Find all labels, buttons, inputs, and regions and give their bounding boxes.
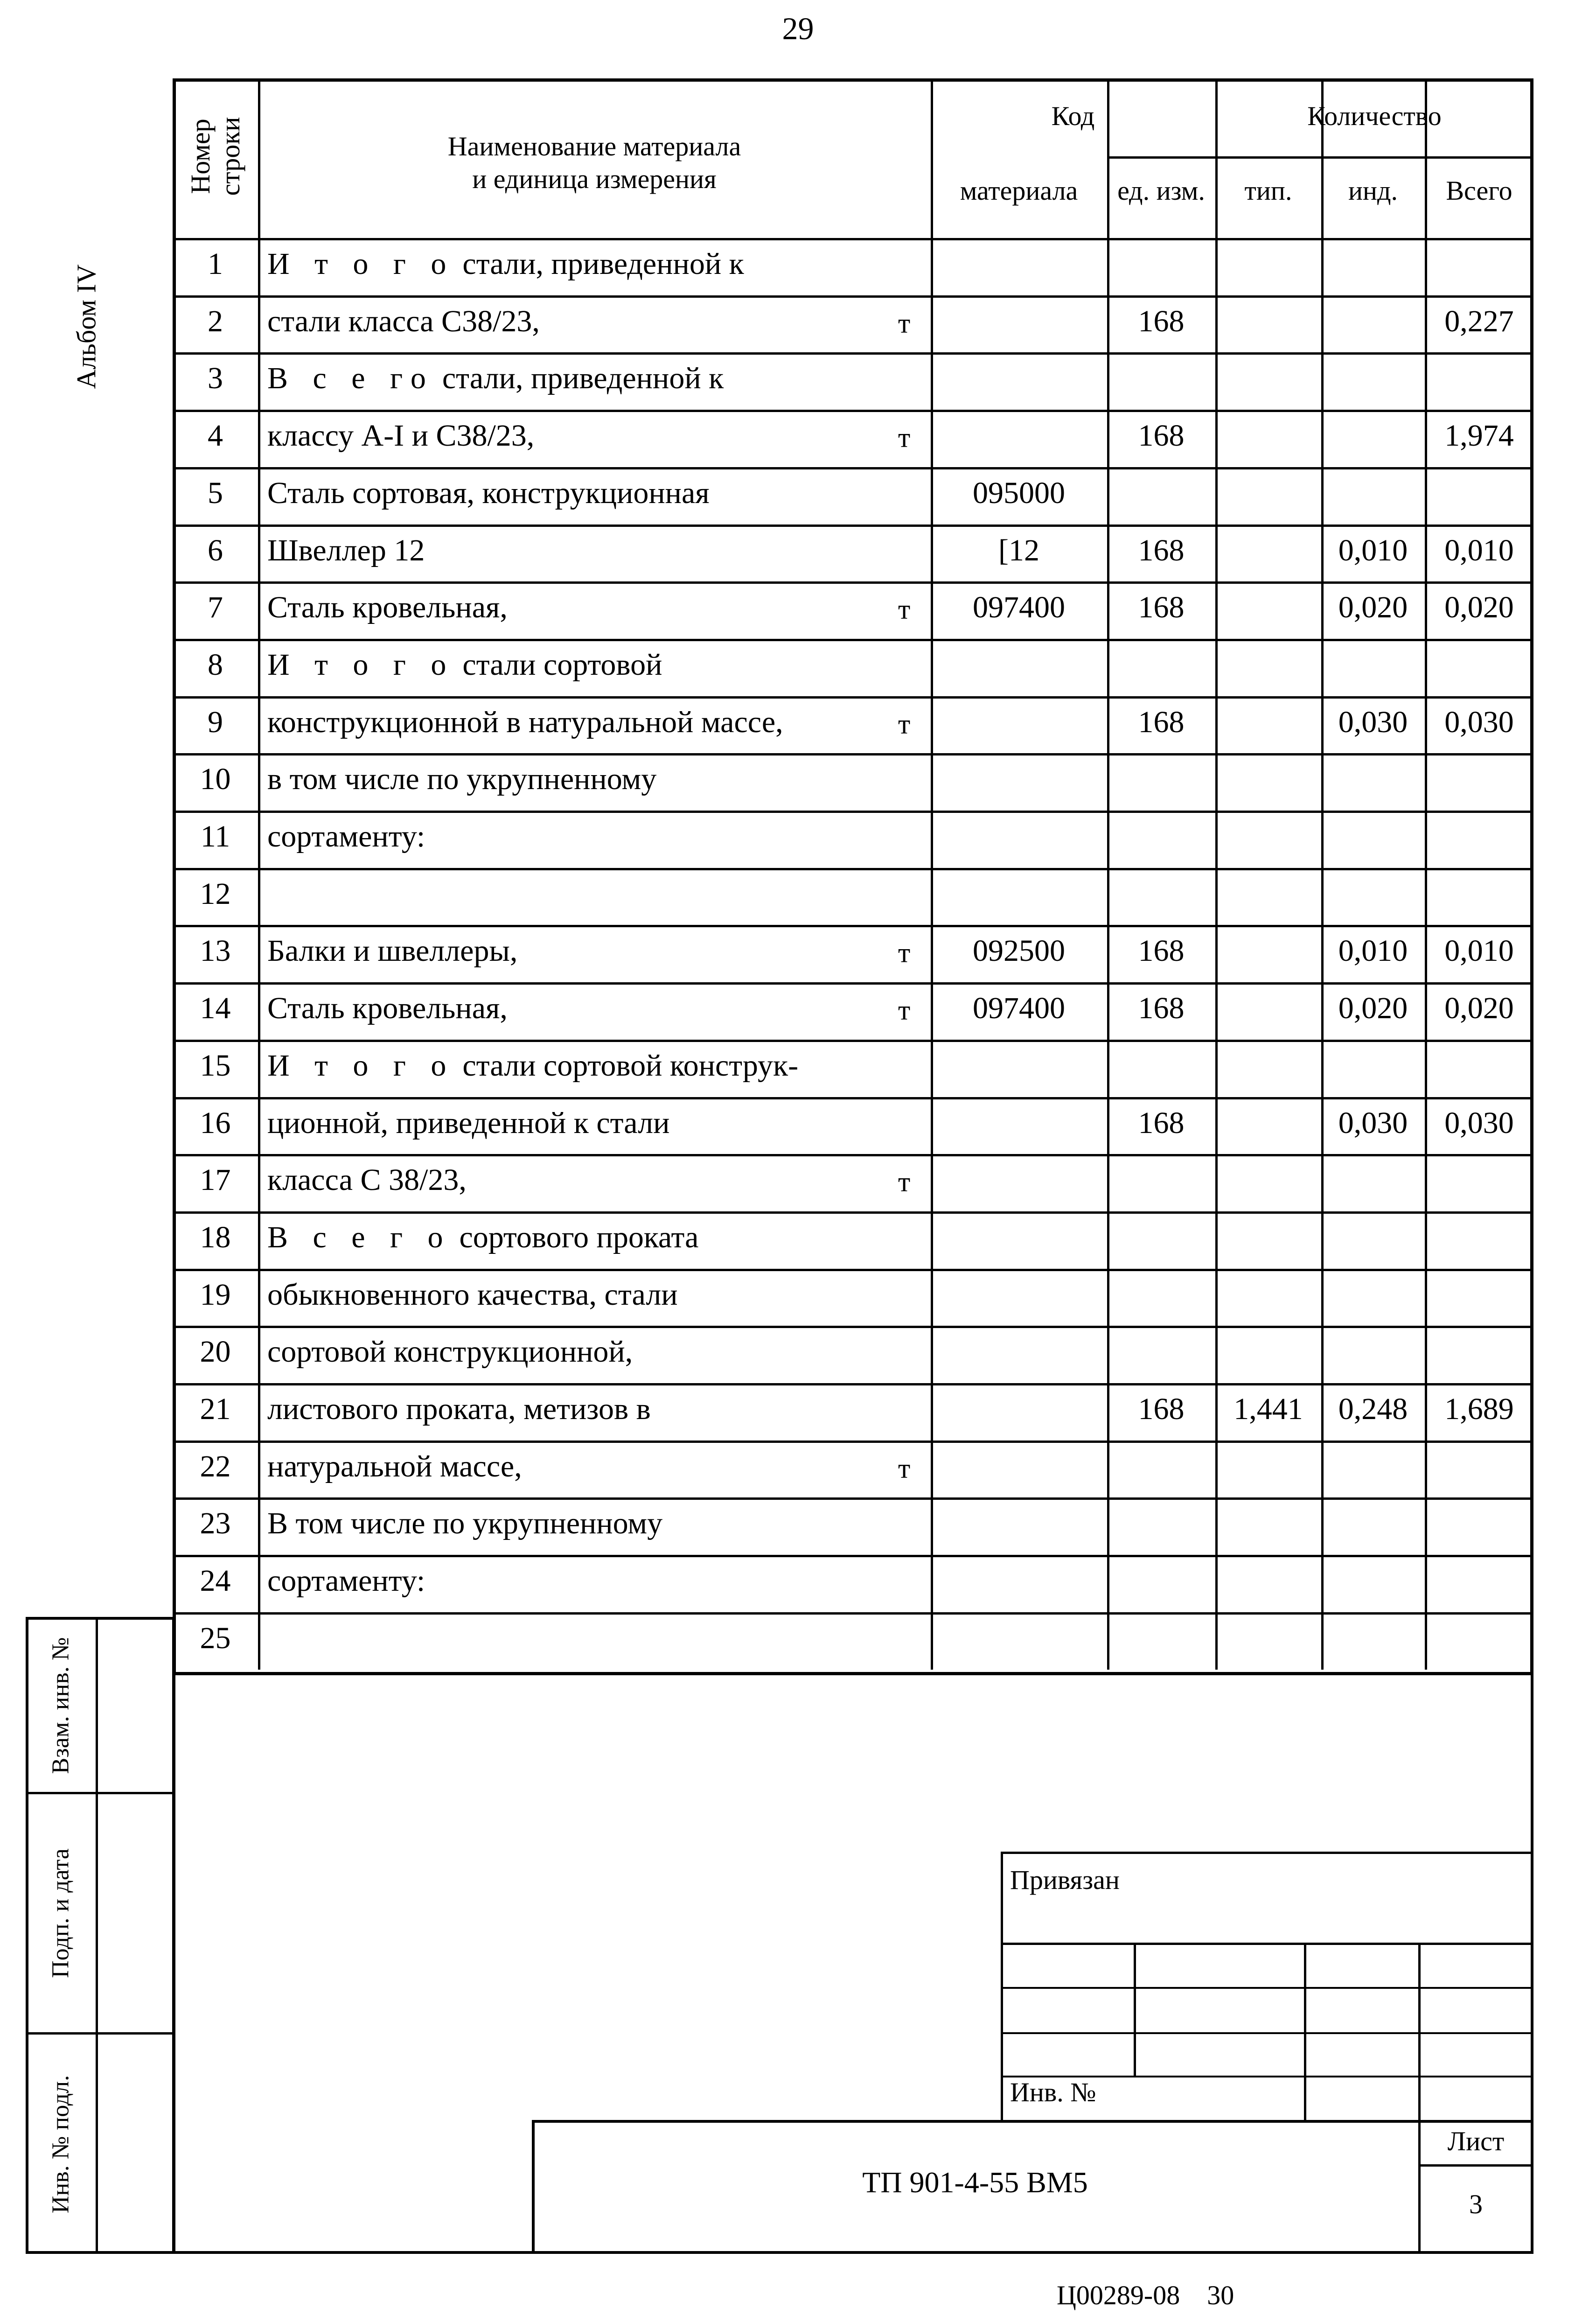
row-number: 17 bbox=[200, 1163, 231, 1197]
row-qty-ind: 0,010 bbox=[1338, 934, 1408, 968]
row-qty-ind: 0,010 bbox=[1338, 533, 1408, 567]
tb-line bbox=[1001, 1987, 1533, 1989]
row-material-code: [12 bbox=[998, 533, 1039, 567]
row-qty-type: 1,441 bbox=[1234, 1392, 1303, 1426]
row-material-code: 092500 bbox=[973, 934, 1065, 968]
row-qty-ind: 0,030 bbox=[1338, 705, 1408, 739]
row-unit: т bbox=[898, 422, 911, 454]
row-name: Балки и швеллеры, bbox=[267, 934, 518, 968]
grid-hline bbox=[173, 1269, 1533, 1271]
row-name-rest: сортового проката bbox=[452, 1220, 699, 1254]
grid-hline bbox=[173, 295, 1533, 298]
header-qty-type: тип. bbox=[1244, 175, 1292, 206]
grid-hline bbox=[173, 581, 1533, 584]
row-name bbox=[267, 1048, 798, 1084]
privyazan-label: Привязан bbox=[1010, 1865, 1120, 1895]
row-qty-total: 0,030 bbox=[1444, 705, 1514, 739]
row-name-rest: стали сортовой bbox=[454, 647, 662, 682]
row-material-code: 095000 bbox=[973, 476, 1065, 510]
grid-hline bbox=[173, 925, 1533, 927]
grid-hline bbox=[173, 525, 1533, 527]
header-quantity: Количество bbox=[1307, 101, 1442, 131]
row-name: сортаменту: bbox=[267, 819, 425, 853]
inv-no-label: Инв. № bbox=[1010, 2077, 1096, 2107]
row-unit: т bbox=[898, 594, 911, 625]
grid-hline bbox=[173, 1555, 1533, 1557]
row-name-lead: И т о г о bbox=[267, 647, 455, 682]
row-name: В том числе по укрупненному bbox=[267, 1506, 663, 1541]
row-name: Сталь кровельная, bbox=[267, 991, 508, 1026]
grid-vline bbox=[1321, 78, 1324, 1670]
grid-hline bbox=[173, 1211, 1533, 1214]
row-qty-ind: 0,030 bbox=[1338, 1105, 1408, 1140]
row-number: 15 bbox=[200, 1048, 231, 1083]
row-unit-code: 168 bbox=[1138, 934, 1185, 968]
row-number: 21 bbox=[200, 1392, 231, 1426]
grid-hline bbox=[173, 696, 1533, 699]
row-name-lead: В с е го bbox=[267, 361, 435, 396]
row-qty-total: 0,227 bbox=[1444, 304, 1514, 338]
row-qty-total: 0,020 bbox=[1444, 590, 1514, 625]
row-unit: т bbox=[898, 708, 911, 740]
row-number: 11 bbox=[200, 819, 230, 853]
footer-code bbox=[1057, 2280, 1234, 2311]
row-qty-ind: 0,248 bbox=[1338, 1392, 1408, 1426]
row-number: 19 bbox=[200, 1277, 231, 1312]
row-number: 3 bbox=[208, 361, 223, 396]
row-name bbox=[267, 647, 662, 683]
tb-line bbox=[1304, 1943, 1306, 2122]
grid-vline bbox=[1215, 78, 1218, 1670]
row-number: 8 bbox=[208, 647, 223, 682]
tb-line bbox=[1001, 2032, 1533, 2034]
row-number: 24 bbox=[200, 1564, 231, 1598]
grid-hline bbox=[173, 352, 1533, 355]
row-name-rest: стали, приведенной к bbox=[454, 247, 744, 281]
row-qty-total: 1,974 bbox=[1444, 419, 1514, 453]
grid-hline bbox=[173, 1441, 1533, 1443]
stamp-divider bbox=[96, 1617, 98, 2254]
footer-number: 30 bbox=[1207, 2280, 1234, 2310]
row-number: 10 bbox=[200, 762, 231, 797]
row-number: 4 bbox=[208, 419, 223, 453]
row-unit: т bbox=[898, 1167, 911, 1198]
row-name: натуральной массе, bbox=[267, 1449, 522, 1483]
grid-hline bbox=[173, 1383, 1533, 1385]
grid-hline bbox=[173, 410, 1533, 412]
header-name-line1: Наименование материала bbox=[447, 131, 741, 161]
row-number: 7 bbox=[208, 590, 223, 625]
row-unit: т bbox=[898, 308, 911, 339]
row-name: ционной, приведенной к стали bbox=[267, 1105, 670, 1140]
row-number: 9 bbox=[208, 705, 223, 739]
grid-hline bbox=[173, 1040, 1533, 1042]
grid-hline bbox=[173, 1154, 1533, 1156]
row-number: 20 bbox=[200, 1335, 231, 1369]
row-name: Швеллер 12 bbox=[267, 533, 425, 567]
grid-hline bbox=[173, 639, 1533, 641]
row-name bbox=[267, 1220, 698, 1255]
grid-hline bbox=[173, 868, 1533, 870]
row-number: 25 bbox=[200, 1621, 231, 1655]
row-name: конструкционной в натуральной массе, bbox=[267, 705, 783, 739]
row-name: обыкновенного качества, стали bbox=[267, 1277, 678, 1312]
header-code-material: материала bbox=[960, 175, 1078, 206]
row-unit-code: 168 bbox=[1138, 1392, 1185, 1426]
row-qty-total: 0,030 bbox=[1444, 1105, 1514, 1140]
row-qty-ind: 0,020 bbox=[1338, 991, 1408, 1026]
row-qty-ind: 0,020 bbox=[1338, 590, 1408, 625]
header-qty-ind: инд. bbox=[1348, 175, 1398, 206]
row-name: классу А-I и С38/23, bbox=[267, 419, 535, 453]
row-name-rest: стали, приведенной к bbox=[434, 361, 724, 396]
stamp-divider bbox=[26, 2032, 175, 2035]
row-unit-code: 168 bbox=[1138, 705, 1185, 739]
tb-line bbox=[1001, 1943, 1533, 1945]
grid-hline bbox=[173, 1097, 1533, 1099]
grid-hline bbox=[173, 982, 1533, 985]
row-name: Сталь кровельная, bbox=[267, 590, 508, 625]
row-number: 1 bbox=[208, 247, 223, 281]
row-material-code: 097400 bbox=[973, 991, 1065, 1026]
grid-hline bbox=[173, 1497, 1533, 1500]
row-name: Сталь сортовая, конструкционная bbox=[267, 476, 710, 510]
row-name bbox=[267, 246, 744, 282]
grid-hline bbox=[1107, 156, 1533, 159]
grid-hline bbox=[173, 811, 1533, 813]
row-number: 18 bbox=[200, 1220, 231, 1254]
footer-code-text: Ц00289-08 bbox=[1057, 2280, 1180, 2310]
row-unit: т bbox=[898, 995, 911, 1026]
row-number: 5 bbox=[208, 476, 223, 510]
sheet-label: Лист bbox=[1447, 2126, 1505, 2156]
row-name: класса С 38/23, bbox=[267, 1163, 467, 1197]
row-unit-code: 168 bbox=[1138, 590, 1185, 625]
row-unit-code: 168 bbox=[1138, 1105, 1185, 1140]
row-number: 13 bbox=[200, 934, 231, 968]
row-name-lead: И т о г о bbox=[267, 247, 455, 281]
row-number: 12 bbox=[200, 876, 231, 911]
row-qty-total: 0,010 bbox=[1444, 533, 1514, 567]
row-number: 23 bbox=[200, 1506, 231, 1541]
header-name-line2: и единица измерения bbox=[472, 164, 717, 194]
row-name-lead: И т о г о bbox=[267, 1048, 455, 1083]
row-unit-code: 168 bbox=[1138, 304, 1185, 338]
row-qty-total: 1,689 bbox=[1444, 1392, 1514, 1426]
sheet-number: 3 bbox=[1469, 2189, 1483, 2219]
row-number: 16 bbox=[200, 1105, 231, 1140]
header-code: Код bbox=[1051, 101, 1095, 131]
page-number: 29 bbox=[782, 11, 814, 46]
row-unit-code: 168 bbox=[1138, 533, 1185, 567]
row-unit: т bbox=[898, 1453, 911, 1484]
row-number: 2 bbox=[208, 304, 223, 338]
stamp-divider bbox=[26, 1792, 175, 1794]
row-unit: т bbox=[898, 937, 911, 969]
row-number: 6 bbox=[208, 533, 223, 567]
grid-hline bbox=[173, 753, 1533, 755]
header-qty-total: Всего bbox=[1446, 175, 1512, 206]
tb-line bbox=[1418, 1943, 1421, 2122]
row-qty-total: 0,020 bbox=[1444, 991, 1514, 1026]
row-number: 22 bbox=[200, 1449, 231, 1483]
row-name: сортовой конструкционной, bbox=[267, 1335, 633, 1369]
row-name bbox=[267, 361, 724, 396]
grid-hline bbox=[173, 467, 1533, 469]
row-name-lead: В с е г о bbox=[267, 1220, 452, 1254]
row-name: стали класса С38/23, bbox=[267, 304, 540, 338]
grid-hline bbox=[173, 1612, 1533, 1615]
row-number: 14 bbox=[200, 991, 231, 1026]
grid-hline bbox=[173, 238, 1533, 240]
tb-line bbox=[1134, 1943, 1136, 2077]
row-name: листового проката, метизов в bbox=[267, 1392, 651, 1426]
row-unit-code: 168 bbox=[1138, 419, 1185, 453]
row-name-rest: стали сортовой конструк- bbox=[454, 1048, 799, 1083]
document-code: ТП 901-4-55 ВМ5 bbox=[862, 2166, 1088, 2199]
materials-table: Номер строки Наименование материала и единица измерения Код материала ед. изм. Количество тип. инд. Всего 1 И т о г о стали, приведенной к 2 стали класса С38/23, т 168 0,227 3 В с е го стали, приведенной к 4 классу А-I и С38/23, т 168 1,974 5 Сталь сортовая, конструкционная 095000 6 Швеллер 12 [12 168 0,010 0,010 7 Сталь кровельная, т 097400 168 0,020 0,020 8 И т о г о стали сортовой 9 конструкционной в натуральной массе, т 168 0,030 0,030 10 в том числе по укрупненному 11 сортаменту: 12 13 Балки и швеллеры, т 092500 168 0,010 0,010 14 Сталь кровельная, т 097400 168 0,020 0,020 15 И т о г о стали сортовой конструк- 16 ционной, приведенной к стали 168 0,030 0,030 17 класса С 38/23, т 18 В с е г о сортового проката 19 обыкновенного качества, стали 20 сортовой конструкционной, 21 листового проката, метизов в 168 1,441 0,248 1,689 22 натуральной массе, т 23 В том числе по укрупненному 24 сортаменту: 25 bbox=[173, 78, 1533, 1675]
row-name: в том числе по укрупненному bbox=[267, 762, 657, 797]
header-code-unit: ед. изм. bbox=[1117, 175, 1205, 206]
sheet-box-divider bbox=[1418, 2164, 1533, 2167]
row-name: сортаменту: bbox=[267, 1564, 425, 1598]
grid-hline bbox=[173, 1326, 1533, 1328]
row-unit-code: 168 bbox=[1138, 991, 1185, 1026]
grid-vline bbox=[931, 78, 933, 1670]
grid-vline bbox=[258, 78, 260, 1670]
row-qty-total: 0,010 bbox=[1444, 934, 1514, 968]
row-material-code: 097400 bbox=[973, 590, 1065, 625]
